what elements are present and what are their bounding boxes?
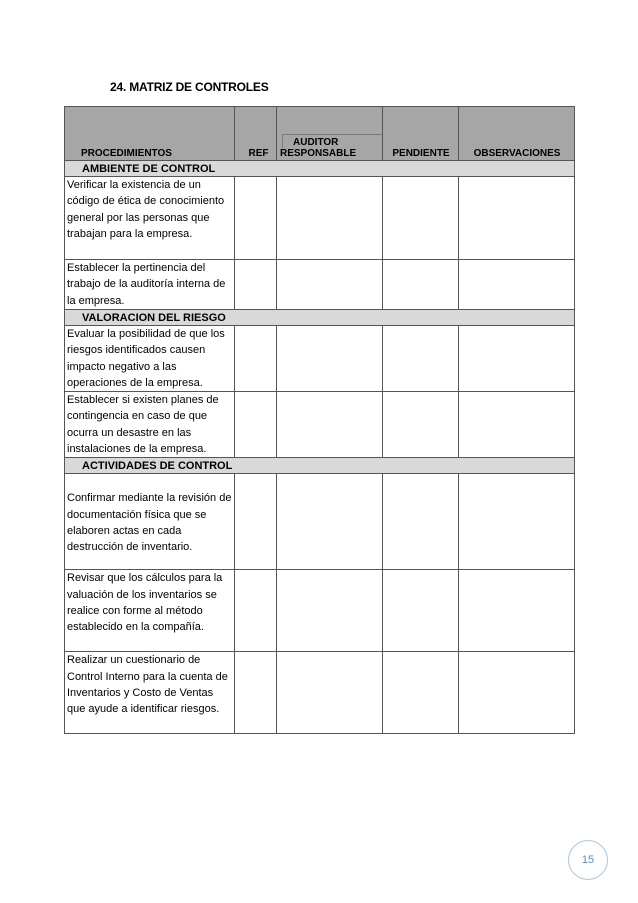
ref-cell — [235, 392, 277, 458]
header-observaciones: OBSERVACIONES — [459, 107, 575, 161]
table-row — [65, 326, 575, 392]
pendiente-cell — [383, 177, 459, 260]
pendiente-cell — [383, 474, 459, 570]
procedure-cell: Establecer la pertinencia del trabajo de la auditoría interna de la empresa. — [65, 260, 235, 310]
auditor-cell — [277, 260, 383, 310]
header-auditor-line1: AUDITOR — [282, 134, 383, 148]
auditor-cell — [277, 326, 383, 392]
header-ref: REF — [235, 107, 277, 161]
ref-cell — [235, 474, 277, 570]
observaciones-cell — [459, 177, 575, 260]
section-row-ambiente-de-control — [65, 161, 575, 177]
page-number — [568, 840, 608, 880]
auditor-cell — [277, 474, 383, 570]
pendiente-cell — [383, 652, 459, 734]
auditor-cell — [277, 570, 383, 652]
observaciones-cell — [459, 570, 575, 652]
observaciones-cell — [459, 326, 575, 392]
table-header-row — [65, 107, 575, 161]
controls-matrix-table — [64, 106, 575, 734]
observaciones-cell — [459, 474, 575, 570]
ref-cell — [235, 570, 277, 652]
page-number-label: 15 — [581, 854, 595, 866]
auditor-cell — [277, 652, 383, 734]
ref-cell — [235, 326, 277, 392]
header-procedimientos: PROCEDIMIENTOS — [65, 107, 235, 161]
pendiente-cell — [383, 570, 459, 652]
section-row-actividades-de-control — [65, 458, 575, 474]
procedure-cell: Realizar un cuestionario de Control Interno para la cuenta de Inventarios y Costo de Ventas que ayude a identificar riesgos. — [65, 652, 235, 734]
table-row — [65, 652, 575, 734]
procedure-cell: Establecer si existen planes de contingencia en caso de que ocurra un desastre en las instalaciones de la empresa. — [65, 392, 235, 458]
pendiente-cell — [383, 392, 459, 458]
header-pendiente: PENDIENTE — [383, 107, 459, 161]
observaciones-cell — [459, 652, 575, 734]
auditor-cell — [277, 177, 383, 260]
procedure-cell: Revisar que los cálculos para la valuación de los inventarios se realice con forme al método establecido en la compañía. — [65, 570, 235, 652]
header-auditor-responsable — [277, 107, 383, 161]
procedure-cell: Confirmar mediante la revisión de documentación física que se elaboren actas en cada destrucción de inventario. — [65, 474, 235, 570]
observaciones-cell — [459, 392, 575, 458]
table-row — [65, 474, 575, 570]
ref-cell — [235, 652, 277, 734]
pendiente-cell — [383, 260, 459, 310]
table-row — [65, 260, 575, 310]
table-row — [65, 570, 575, 652]
observaciones-cell — [459, 260, 575, 310]
section-row-valoracion-del-riesgo — [65, 310, 575, 326]
table-row — [65, 177, 575, 260]
ref-cell — [235, 177, 277, 260]
auditor-cell — [277, 392, 383, 458]
pendiente-cell — [383, 326, 459, 392]
ref-cell — [235, 260, 277, 310]
section-label: AMBIENTE DE CONTROL — [65, 161, 575, 177]
section-label: ACTIVIDADES DE CONTROL — [65, 458, 575, 474]
procedure-cell: Verificar la existencia de un código de ética de conocimiento general por las personas que trabajan para la empresa. — [65, 177, 235, 260]
procedure-cell: Evaluar la posibilidad de que los riesgos identificados causen impacto negativo a las operaciones de la empresa. — [65, 326, 235, 392]
table-row — [65, 392, 575, 458]
page-title: 24. MATRIZ DE CONTROLES — [110, 80, 269, 94]
section-label: VALORACION DEL RIESGO — [65, 310, 575, 326]
header-auditor-line2: RESPONSABLE — [280, 148, 357, 159]
